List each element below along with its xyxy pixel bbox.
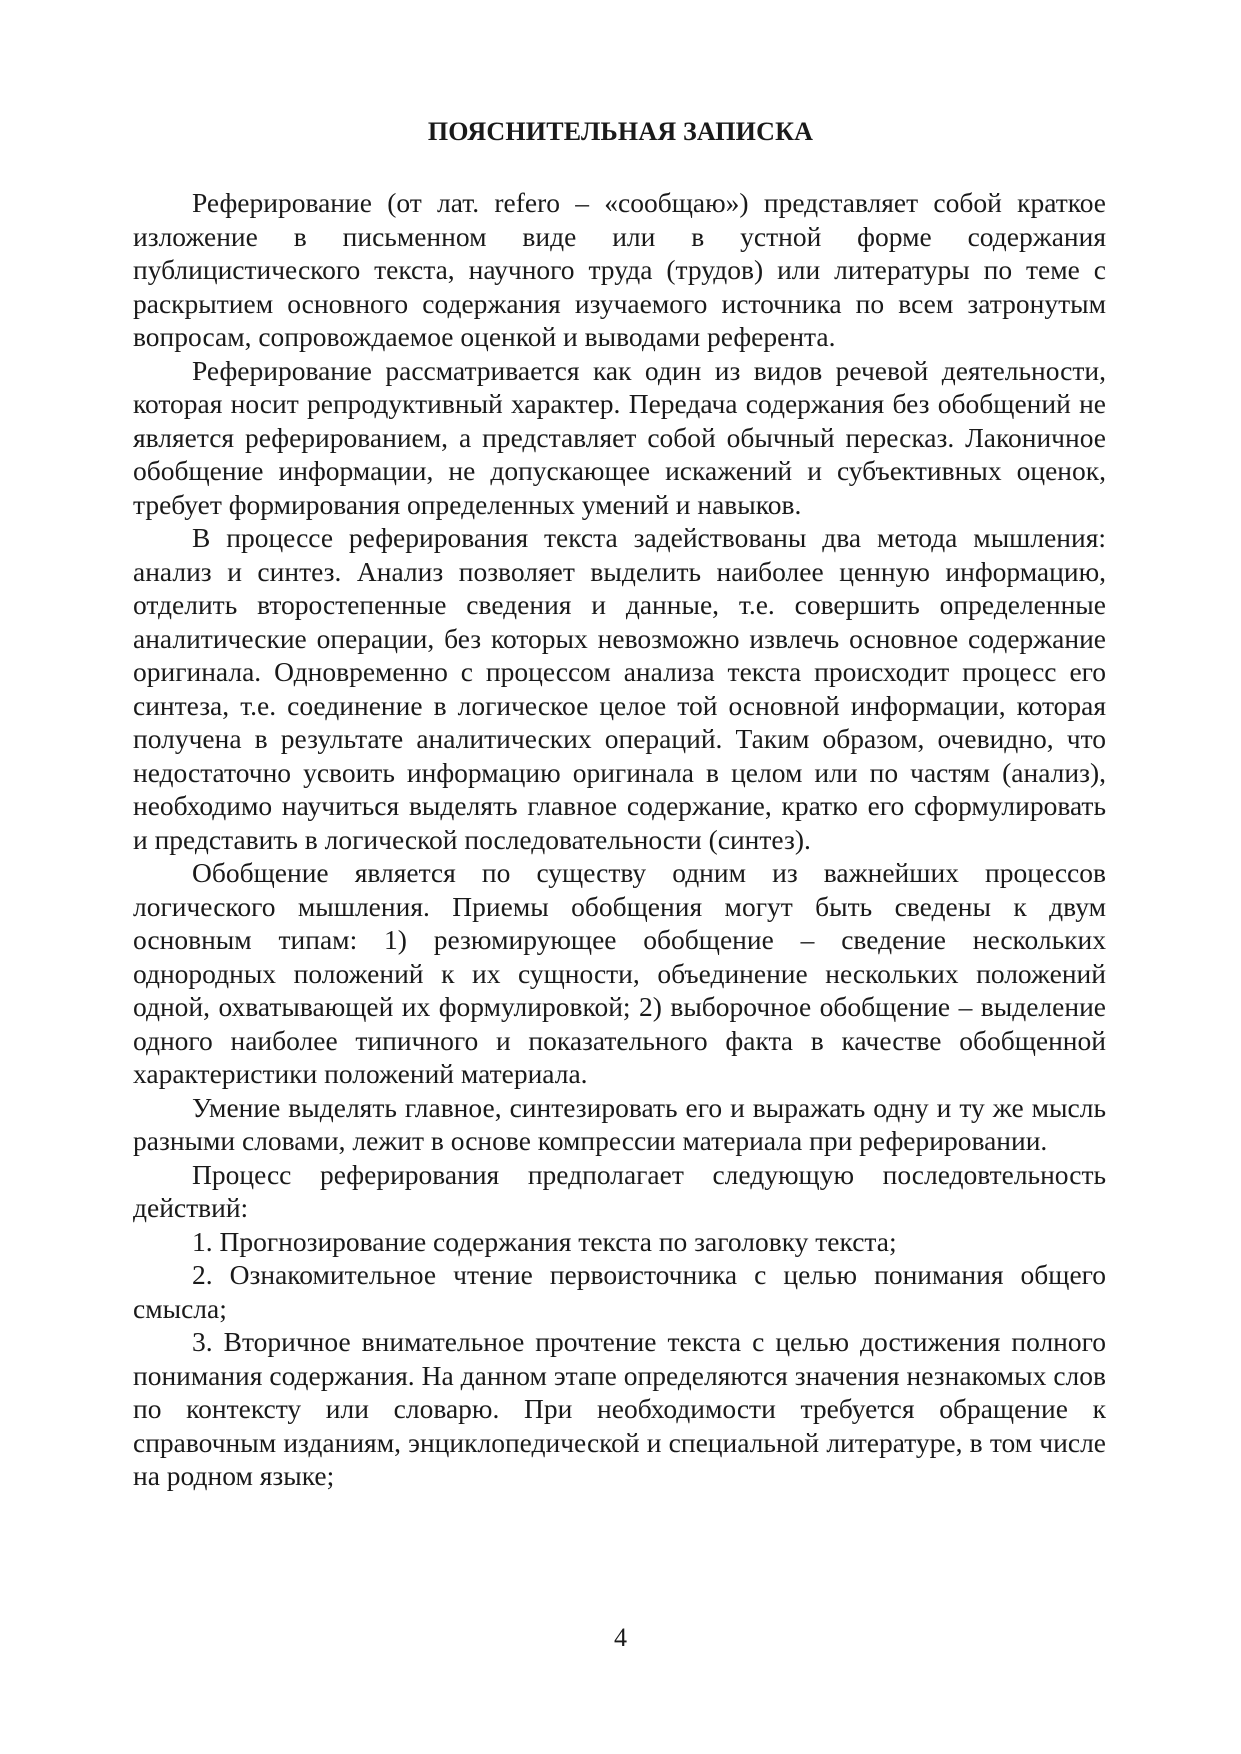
list-item-step-1: 1. Прогнозирование содержания текста по заголовку текста; bbox=[192, 1225, 897, 1257]
paragraph-compression: Умение выделять главное, синтезировать его и выражать одну и ту же мысль разными словами, лежит в основе компрессии материала при реферировании. bbox=[133, 1091, 1106, 1156]
document-title: ПОЯСНИТЕЛЬНАЯ ЗАПИСКА bbox=[427, 117, 814, 146]
page-number: 4 bbox=[614, 1623, 627, 1652]
paragraph-speech-activity: Реферирование рассматривается как один из видов речевой деятельности, которая носит репродуктивный характер. Передача содержания без обобщений не является реферированием, а представляет собой обычный пересказ. Лаконичное обобщение информации, не допускающее искажений и субъективных оценок, требует формирования определенных умений и навыков. bbox=[133, 354, 1106, 520]
paragraph-analysis-synthesis: В процессе реферирования текста задействованы два метода мышления: анализ и синтез. Анализ позволяет выделить наиболее ценную информацию, отделить второстепенные сведения и данные, т.е. совершить определенные аналитические операции, без которых невозможно извлечь основное содержание оригинала. Одновременно с процессом анализа текста происходит процесс его синтеза, т.е. соединение в логическое целое той основной информации, которая получена в результате аналитических операций. Таким образом, очевидно, что недостаточно усвоить информацию оригинала в целом или по частям (анализ), необходимо научиться выделять главное содержание, кратко его сформулировать и представить в логической последовательности (синтез). bbox=[133, 522, 1106, 855]
list-item-step-2: 2. Ознакомительное чтение первоисточника с целью понимания общего смысла; bbox=[133, 1259, 1106, 1324]
paragraph-definition: Реферирование (от лат. refero – «сообщаю») представляет собой краткое изложение в письменном виде или в устной форме содержания публицистического текста, научного труда (трудов) или литературы по теме с раскрытием основного содержания изучаемого источника по всем затронутым вопросам, сопровождаемое оценкой и выводами референта. bbox=[133, 187, 1106, 352]
document-body bbox=[133, 186, 1106, 1493]
paragraph-process-intro: Процесс реферирования предполагает следующую последовтельность действий: bbox=[133, 1158, 1106, 1223]
paragraph-generalization: Обобщение является по существу одним из важнейших процессов логического мышления. Приемы обобщения могут быть сведены к двум основным типам: 1) резюмирующее обобщение – сведение нескольких однородных положений к их сущности, объединение нескольких положений одной, охватывающей их формулировкой; 2) выборочное обобщение – выделение одного наиболее типичного и показательного факта в качестве обобщенной характеристики положений материала. bbox=[133, 857, 1106, 1089]
list-item-step-3: 3. Вторичное внимательное прочтение текста с целью достижения полного понимания содержания. На данном этапе определяются значения незнакомых слов по контексту или словарю. При необходимости требуется обращение к справочным изданиям, энциклопедической и специальной литературе, в том числе на родном языке; bbox=[133, 1326, 1106, 1491]
